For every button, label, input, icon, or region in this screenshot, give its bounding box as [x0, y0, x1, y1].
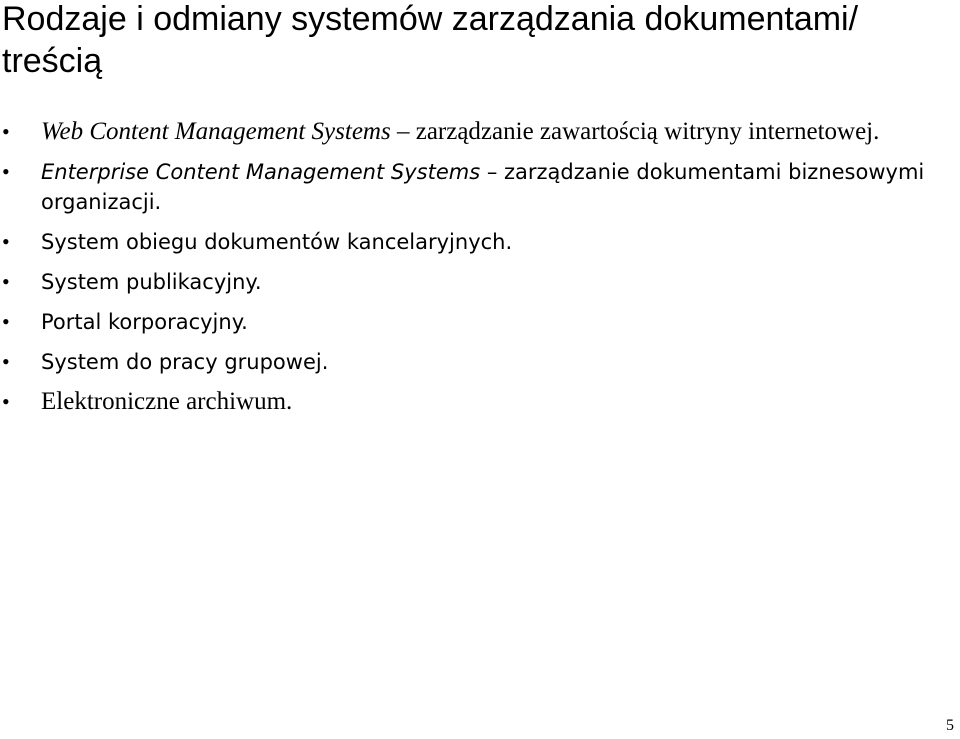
- page-number: 5: [946, 717, 954, 734]
- bullet-icon: •: [2, 119, 10, 144]
- bullet-icon: •: [2, 269, 10, 294]
- list-item-office-workflow: [0, 227, 930, 257]
- list-item-text: System publikacyjny.: [41, 270, 262, 294]
- list-item-text: – zarządzanie zawartością witryny internetowej.: [390, 118, 880, 145]
- bullet-list: [0, 117, 930, 427]
- slide-title: Rodzaje i odmiany systemów zarządzania dokumentami/ treścią: [2, 0, 859, 80]
- list-item-term: Web Content Management Systems: [41, 118, 391, 145]
- list-item-archive: [0, 387, 930, 417]
- list-item-wcm: [0, 117, 930, 147]
- list-item-text: Portal korporacyjny.: [41, 310, 248, 334]
- bullet-icon: •: [2, 349, 10, 374]
- list-item-text: System do pracy grupowej.: [41, 350, 329, 374]
- list-item-text: – zarządzanie dokumentami biznesowymi organizacji.: [41, 160, 925, 214]
- list-item-term: Enterprise Content Management Systems: [41, 160, 481, 184]
- list-item-portal: [0, 307, 930, 337]
- list-item-text: Elektroniczne archiwum.: [41, 388, 293, 415]
- bullet-icon: •: [2, 389, 10, 414]
- list-item-groupware: [0, 347, 930, 377]
- bullet-icon: •: [2, 309, 10, 334]
- bullet-icon: •: [2, 229, 10, 254]
- bullet-icon: •: [2, 159, 10, 184]
- list-item-publishing: [0, 267, 930, 297]
- list-item-ecm: [0, 157, 930, 217]
- list-item-text: System obiegu dokumentów kancelaryjnych.: [41, 230, 513, 254]
